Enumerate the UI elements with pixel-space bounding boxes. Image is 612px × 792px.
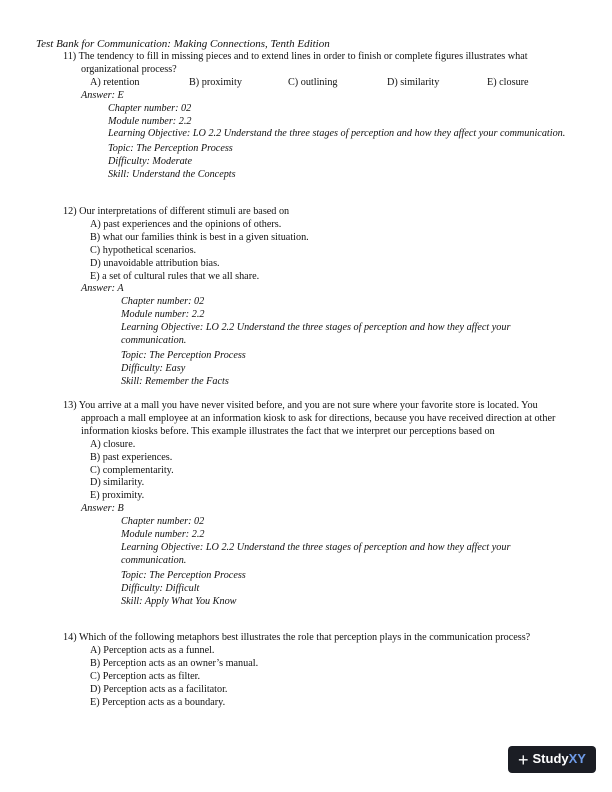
- option-c: C) complementarity.: [90, 464, 174, 476]
- option-d: D) similarity: [387, 76, 440, 88]
- question-13: [63, 400, 572, 609]
- option-d: D) unavoidable attribution bias.: [90, 257, 220, 269]
- learning-objective: Learning Objective: LO 2.2 Understand the three stages of perception and how they affect your communication.: [121, 322, 511, 347]
- skill: Skill: Apply What You Know: [121, 595, 237, 607]
- difficulty: Difficulty: Easy: [121, 362, 186, 374]
- option-a: A) retention: [90, 76, 140, 88]
- question-text: 13) You arrive at a mall you have never visited before, and you are not sure where your favorite store is located. You approach a mall employee at an information kiosk to ask for directions, because you have received direction at other information kiosks before. This example illustrates the fact that we interpret our perceptions based on: [63, 400, 556, 437]
- question-metadata: [63, 296, 572, 388]
- studyxy-logo[interactable]: [508, 746, 596, 773]
- question-text: 11) The tendency to fill in missing pieces and to extend lines in order to finish or complete figures illustrates what organizational process?: [63, 51, 528, 75]
- option-e: E) closure: [487, 76, 529, 88]
- option-a: A) past experiences and the opinions of others.: [90, 218, 282, 230]
- topic: Topic: The Perception Process: [121, 569, 246, 581]
- topic: Topic: The Perception Process: [108, 143, 233, 155]
- option-a: A) Perception acts as a funnel.: [90, 644, 215, 656]
- option-c: C) hypothetical scenarios.: [90, 244, 197, 256]
- option-d: D) Perception acts as a facilitator.: [90, 683, 228, 695]
- question-14: [63, 632, 572, 709]
- difficulty: Difficulty: Moderate: [108, 156, 193, 168]
- answer-line: Answer: B: [81, 503, 124, 515]
- question-text: 14) Which of the following metaphors best illustrates the role that perception plays in the communication process?: [63, 632, 531, 643]
- options-row: [63, 77, 572, 90]
- chapter-number: Chapter number: 02: [121, 296, 205, 308]
- module-number: Module number: 2.2: [121, 309, 205, 321]
- skill: Skill: Understand the Concepts: [108, 169, 236, 181]
- skill: Skill: Remember the Facts: [121, 375, 229, 387]
- learning-objective: Learning Objective: LO 2.2 Understand the three stages of perception and how they affect your communication.: [121, 541, 511, 566]
- option-a: A) closure.: [90, 438, 136, 450]
- answer-line: Answer: E: [81, 89, 124, 101]
- logo-word-study: Study: [532, 751, 569, 767]
- question-text: 12) Our interpretations of different stimuli are based on: [63, 206, 290, 217]
- option-e: E) Perception acts as a boundary.: [90, 696, 226, 708]
- option-e: E) proximity.: [90, 490, 145, 502]
- chapter-number: Chapter number: 02: [108, 102, 192, 114]
- answer-line: Answer: A: [81, 283, 124, 295]
- option-b: B) proximity: [189, 76, 242, 88]
- option-d: D) similarity.: [90, 477, 145, 489]
- module-number: Module number: 2.2: [121, 529, 205, 541]
- option-b: B) what our families think is best in a given situation.: [90, 231, 309, 243]
- option-c: C) outlining: [288, 76, 338, 88]
- chapter-number: Chapter number: 02: [121, 516, 205, 528]
- question-metadata: [63, 103, 572, 182]
- option-b: B) past experiences.: [90, 451, 173, 463]
- module-number: Module number: 2.2: [108, 115, 192, 127]
- plus-icon: +: [518, 749, 529, 770]
- option-c: C) Perception acts as filter.: [90, 670, 201, 682]
- option-e: E) a set of cultural rules that we all share.: [90, 270, 260, 282]
- learning-objective: Learning Objective: LO 2.2 Understand the three stages of perception and how they affect your communication.: [108, 128, 566, 140]
- question-12: [63, 206, 572, 389]
- topic: Topic: The Perception Process: [121, 349, 246, 361]
- difficulty: Difficulty: Difficult: [121, 582, 200, 594]
- logo-word-xy: XY: [568, 751, 586, 767]
- question-metadata: [63, 516, 572, 608]
- page-title: Test Bank for Communication: Making Connections, Tenth Edition: [36, 38, 330, 50]
- question-11: [63, 51, 572, 182]
- option-b: B) Perception acts as an owner’s manual.: [90, 657, 259, 669]
